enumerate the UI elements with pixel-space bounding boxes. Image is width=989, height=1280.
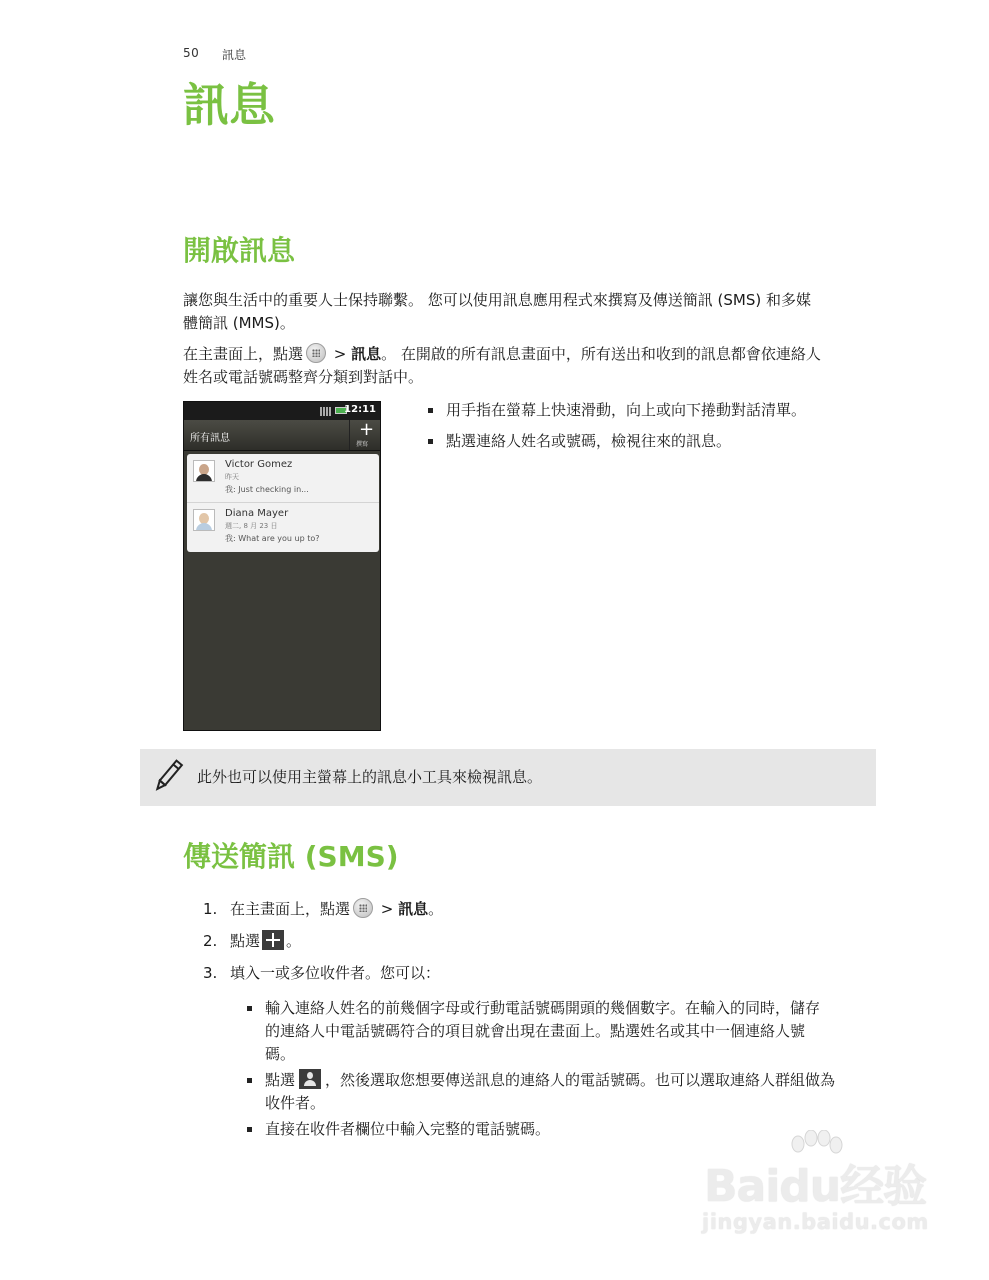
all-apps-icon <box>353 898 373 918</box>
note-text: 此外也可以使用主螢幕上的訊息小工具來檢視訊息。 <box>197 768 543 786</box>
message-date: 週二, 8 月 23 日 <box>225 522 278 530</box>
compose-button[interactable] <box>349 420 380 450</box>
message-preview: 我: What are you up to? <box>225 534 320 543</box>
step-2-prefix: 點選 <box>230 932 261 950</box>
open-line-2: 姓名或電話號碼整齊分類到對話中。 <box>183 368 424 386</box>
step-3 <box>203 962 440 985</box>
step-3-text: 填入一或多位收件者。您可以： <box>230 964 441 982</box>
open-bold-messages: 訊息 <box>351 345 382 363</box>
compose-plus-icon <box>262 930 284 950</box>
status-bar <box>184 402 380 420</box>
recipient-option-line: 直接在收件者欄位中輸入完整的電話號碼。 <box>265 1120 551 1138</box>
contact-name: Diana Mayer <box>225 508 289 519</box>
step-1 <box>203 898 443 921</box>
step-number: 3. <box>203 964 218 982</box>
usage-bullet: 用手指在螢幕上快速滑動，向上或向下捲動對話清單。 <box>426 399 876 422</box>
app-title-bar <box>184 420 380 451</box>
step-1-suffix: 。 <box>428 900 444 918</box>
open-paragraph <box>183 343 883 389</box>
conversation-list <box>187 454 379 552</box>
recipient-option-line: 的連絡人中電話號碼符合的項目就會出現在畫面上。點選姓名或其中一個連絡人號 <box>265 1022 806 1040</box>
app-title: 所有訊息 <box>190 433 230 444</box>
open-sep: > <box>329 345 352 363</box>
intro-line-2: 體簡訊 (MMS)。 <box>183 314 295 332</box>
recipient-option-prefix: 點選 <box>265 1071 296 1089</box>
all-apps-icon <box>306 343 326 363</box>
usage-bullet: 點選連絡人姓名或號碼，檢視往來的訊息。 <box>426 430 876 453</box>
recipient-option <box>245 1069 875 1115</box>
avatar <box>193 509 215 531</box>
conversation-item[interactable] <box>187 454 379 500</box>
open-prefix: 在主畫面上，點選 <box>183 345 304 363</box>
open-suffix: 。 在開啟的所有訊息畫面中，所有送出和收到的訊息都會依連絡人 <box>381 345 821 363</box>
page-number: 50 <box>183 46 200 60</box>
usage-bullet-list <box>426 399 876 453</box>
compose-label: 撰寫 <box>356 441 369 448</box>
plus-icon: + <box>359 419 375 440</box>
step-1-bold-messages: 訊息 <box>398 900 429 918</box>
step-1-prefix: 在主畫面上，點選 <box>230 900 351 918</box>
recipient-option-line: 輸入連絡人姓名的前幾個字母或行動電話號碼開頭的幾個數字。在輸入的同時，儲存 <box>265 999 821 1017</box>
avatar <box>193 460 215 482</box>
signal-icon <box>320 407 332 416</box>
step-1-sep: > <box>376 900 399 918</box>
step-2 <box>203 930 301 953</box>
phone-screenshot <box>183 401 381 731</box>
recipient-option <box>245 997 875 1066</box>
note-box <box>140 749 876 806</box>
message-preview: 我: Just checking in... <box>225 485 309 494</box>
step-2-suffix: 。 <box>286 932 302 950</box>
intro-paragraph <box>183 289 883 335</box>
recipient-option-line: 碼。 <box>265 1045 296 1063</box>
section-title-open-messages: 開啟訊息 <box>183 234 296 267</box>
step-number: 2. <box>203 932 218 950</box>
conversation-item[interactable] <box>187 502 379 549</box>
status-time: 12:11 <box>344 404 376 415</box>
step-number: 1. <box>203 900 218 918</box>
message-date: 昨天 <box>225 473 239 481</box>
watermark-url: jingyan.baidu.com <box>702 1210 929 1234</box>
baidu-watermark <box>700 1130 940 1240</box>
running-header-section: 訊息 <box>222 48 247 62</box>
recipient-options-list <box>245 997 875 1144</box>
section-title-send-sms: 傳送簡訊 (SMS) <box>183 840 399 873</box>
pencil-icon <box>150 759 186 795</box>
chapter-title: 訊息 <box>183 78 275 132</box>
recipient-option-line: 收件者。 <box>265 1094 326 1112</box>
intro-line-1: 讓您與生活中的重要人士保持聯繫。 您可以使用訊息應用程式來撰寫及傳送簡訊 (SMS) 和多媒 <box>183 291 811 309</box>
recipient-option-suffix: ，然後選取您想要傳送訊息的連絡人的電話號碼。也可以選取連絡人群組做為 <box>325 1071 836 1089</box>
contact-name: Victor Gomez <box>225 459 293 470</box>
contact-icon <box>299 1069 321 1089</box>
watermark-brand: Baidu经验 <box>704 1161 927 1212</box>
